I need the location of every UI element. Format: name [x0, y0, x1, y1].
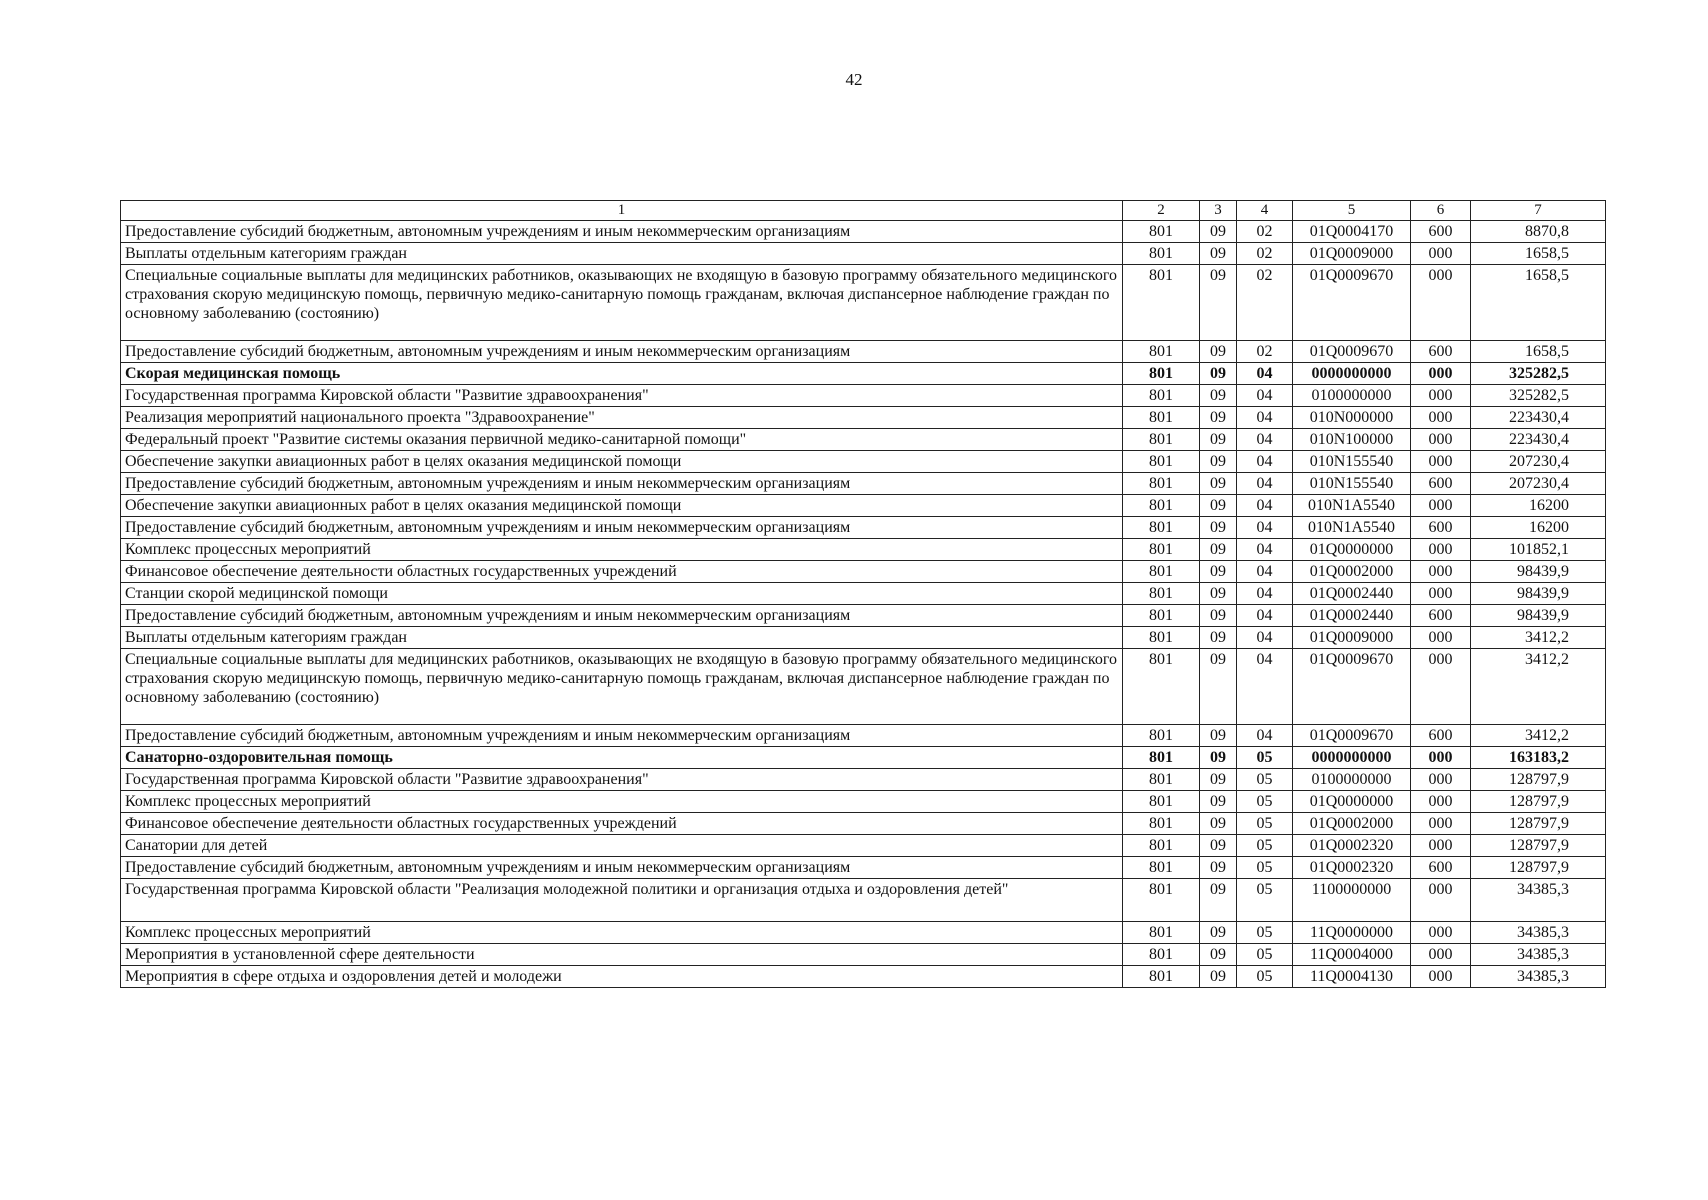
row-name-cell: Федеральный проект "Развитие системы оказания первичной медико-санитарной помощи": [121, 429, 1123, 451]
expense-type-cell: 600: [1411, 221, 1471, 243]
admin-code-cell: 801: [1123, 813, 1200, 835]
admin-code-cell: 801: [1123, 243, 1200, 265]
target-article-cell: 01Q0009000: [1293, 243, 1411, 265]
row-name-cell: Предоставление субсидий бюджетным, автономным учреждениям и иным некоммерческим организациям: [121, 857, 1123, 879]
admin-code-cell: 801: [1123, 221, 1200, 243]
target-article-cell: 0000000000: [1293, 747, 1411, 769]
expense-type-cell: 600: [1411, 605, 1471, 627]
target-article-cell: 0100000000: [1293, 769, 1411, 791]
expense-type-cell: 000: [1411, 835, 1471, 857]
expense-type-cell: 600: [1411, 473, 1471, 495]
header-col-4: 4: [1237, 201, 1293, 221]
expense-type-cell: 000: [1411, 265, 1471, 341]
subsection-cell: 02: [1237, 243, 1293, 265]
admin-code-cell: 801: [1123, 265, 1200, 341]
table-row: [121, 879, 1606, 922]
row-name-cell: Государственная программа Кировской области "Реализация молодежной политики и организация отдыха и оздоровления детей": [121, 879, 1123, 922]
admin-code-cell: 801: [1123, 725, 1200, 747]
amount-cell: 163183,2: [1471, 747, 1606, 769]
admin-code-cell: 801: [1123, 407, 1200, 429]
target-article-cell: 01Q0002000: [1293, 813, 1411, 835]
amount-cell: 1658,5: [1471, 341, 1606, 363]
subsection-cell: 04: [1237, 495, 1293, 517]
target-article-cell: 01Q0009000: [1293, 627, 1411, 649]
table-row: [121, 944, 1606, 966]
section-cell: 09: [1200, 473, 1237, 495]
section-cell: 09: [1200, 791, 1237, 813]
target-article-cell: 0100000000: [1293, 385, 1411, 407]
header-col-2: 2: [1123, 201, 1200, 221]
section-cell: 09: [1200, 747, 1237, 769]
section-cell: 09: [1200, 725, 1237, 747]
row-name-cell: Выплаты отдельным категориям граждан: [121, 627, 1123, 649]
admin-code-cell: 801: [1123, 517, 1200, 539]
amount-cell: 3412,2: [1471, 627, 1606, 649]
amount-cell: 1658,5: [1471, 243, 1606, 265]
table-row: [121, 385, 1606, 407]
target-article-cell: 01Q0002000: [1293, 561, 1411, 583]
expense-type-cell: 000: [1411, 879, 1471, 922]
admin-code-cell: 801: [1123, 605, 1200, 627]
target-article-cell: 11Q0004000: [1293, 944, 1411, 966]
expense-type-cell: 000: [1411, 495, 1471, 517]
row-name-cell: Санаторно-оздоровительная помощь: [121, 747, 1123, 769]
expense-type-cell: 600: [1411, 857, 1471, 879]
row-name-cell: Санатории для детей: [121, 835, 1123, 857]
row-name-cell: Предоставление субсидий бюджетным, автономным учреждениям и иным некоммерческим организациям: [121, 341, 1123, 363]
section-cell: 09: [1200, 922, 1237, 944]
row-name-cell: Специальные социальные выплаты для медицинских работников, оказывающих не входящую в базовую программу обязательного медицинского страхования скорую медицинскую помощь, первичную медико-санитарную помощь гражданам, включая диспансерное наблюдение граждан по основному заболеванию (состоянию): [121, 265, 1123, 341]
admin-code-cell: 801: [1123, 473, 1200, 495]
section-cell: 09: [1200, 879, 1237, 922]
amount-cell: 3412,2: [1471, 725, 1606, 747]
section-cell: 09: [1200, 243, 1237, 265]
row-name-cell: Комплекс процессных мероприятий: [121, 791, 1123, 813]
admin-code-cell: 801: [1123, 451, 1200, 473]
amount-cell: 207230,4: [1471, 473, 1606, 495]
table-row: [121, 922, 1606, 944]
admin-code-cell: 801: [1123, 429, 1200, 451]
subsection-cell: 04: [1237, 605, 1293, 627]
section-cell: 09: [1200, 835, 1237, 857]
table-row: [121, 857, 1606, 879]
amount-cell: 223430,4: [1471, 429, 1606, 451]
row-name-cell: Обеспечение закупки авиационных работ в целях оказания медицинской помощи: [121, 495, 1123, 517]
section-cell: 09: [1200, 561, 1237, 583]
amount-cell: 325282,5: [1471, 363, 1606, 385]
table-row: [121, 791, 1606, 813]
row-name-cell: Финансовое обеспечение деятельности областных государственных учреждений: [121, 813, 1123, 835]
target-article-cell: 010N1A5540: [1293, 517, 1411, 539]
expense-type-cell: 000: [1411, 791, 1471, 813]
budget-table: [120, 200, 1606, 988]
row-name-cell: Предоставление субсидий бюджетным, автономным учреждениям и иным некоммерческим организациям: [121, 221, 1123, 243]
section-cell: 09: [1200, 221, 1237, 243]
table-row: [121, 539, 1606, 561]
admin-code-cell: 801: [1123, 922, 1200, 944]
amount-cell: 34385,3: [1471, 944, 1606, 966]
subsection-cell: 04: [1237, 429, 1293, 451]
section-cell: 09: [1200, 429, 1237, 451]
expense-type-cell: 000: [1411, 429, 1471, 451]
table-row: [121, 473, 1606, 495]
subsection-cell: 05: [1237, 813, 1293, 835]
row-name-cell: Обеспечение закупки авиационных работ в целях оказания медицинской помощи: [121, 451, 1123, 473]
subsection-cell: 04: [1237, 649, 1293, 725]
target-article-cell: 010N000000: [1293, 407, 1411, 429]
table-row: [121, 725, 1606, 747]
amount-cell: 128797,9: [1471, 813, 1606, 835]
section-cell: 09: [1200, 407, 1237, 429]
target-article-cell: 010N1A5540: [1293, 495, 1411, 517]
amount-cell: 207230,4: [1471, 451, 1606, 473]
admin-code-cell: 801: [1123, 385, 1200, 407]
amount-cell: 101852,1: [1471, 539, 1606, 561]
section-cell: 09: [1200, 451, 1237, 473]
header-col-1: 1: [121, 201, 1123, 221]
header-col-5: 5: [1293, 201, 1411, 221]
target-article-cell: 01Q0002440: [1293, 583, 1411, 605]
admin-code-cell: 801: [1123, 944, 1200, 966]
amount-cell: 128797,9: [1471, 835, 1606, 857]
subsection-cell: 05: [1237, 791, 1293, 813]
target-article-cell: 1100000000: [1293, 879, 1411, 922]
admin-code-cell: 801: [1123, 341, 1200, 363]
row-name-cell: Мероприятия в установленной сфере деятельности: [121, 944, 1123, 966]
admin-code-cell: 801: [1123, 879, 1200, 922]
row-name-cell: Станции скорой медицинской помощи: [121, 583, 1123, 605]
amount-cell: 16200: [1471, 517, 1606, 539]
section-cell: 09: [1200, 649, 1237, 725]
expense-type-cell: 000: [1411, 627, 1471, 649]
table-row: [121, 495, 1606, 517]
target-article-cell: 01Q0000000: [1293, 791, 1411, 813]
table-row: [121, 517, 1606, 539]
admin-code-cell: 801: [1123, 791, 1200, 813]
expense-type-cell: 000: [1411, 363, 1471, 385]
target-article-cell: 010N155540: [1293, 473, 1411, 495]
table-header-row: [121, 201, 1606, 221]
amount-cell: 98439,9: [1471, 605, 1606, 627]
amount-cell: 223430,4: [1471, 407, 1606, 429]
subsection-cell: 04: [1237, 561, 1293, 583]
subsection-cell: 05: [1237, 922, 1293, 944]
table-row: [121, 363, 1606, 385]
target-article-cell: 01Q0000000: [1293, 539, 1411, 561]
section-cell: 09: [1200, 539, 1237, 561]
subsection-cell: 04: [1237, 473, 1293, 495]
subsection-cell: 05: [1237, 966, 1293, 988]
amount-cell: 128797,9: [1471, 857, 1606, 879]
table-row: [121, 243, 1606, 265]
expense-type-cell: 000: [1411, 769, 1471, 791]
expense-type-cell: 000: [1411, 561, 1471, 583]
header-col-6: 6: [1411, 201, 1471, 221]
section-cell: 09: [1200, 944, 1237, 966]
table-row: [121, 769, 1606, 791]
table-row: [121, 265, 1606, 341]
amount-cell: 3412,2: [1471, 649, 1606, 725]
target-article-cell: 01Q0002320: [1293, 857, 1411, 879]
page-number: 42: [845, 70, 863, 89]
expense-type-cell: 000: [1411, 966, 1471, 988]
section-cell: 09: [1200, 857, 1237, 879]
subsection-cell: 02: [1237, 341, 1293, 363]
admin-code-cell: 801: [1123, 363, 1200, 385]
table-row: [121, 966, 1606, 988]
table-row: [121, 451, 1606, 473]
subsection-cell: 04: [1237, 407, 1293, 429]
admin-code-cell: 801: [1123, 495, 1200, 517]
section-cell: 09: [1200, 583, 1237, 605]
amount-cell: 1658,5: [1471, 265, 1606, 341]
admin-code-cell: 801: [1123, 561, 1200, 583]
row-name-cell: Предоставление субсидий бюджетным, автономным учреждениям и иным некоммерческим организациям: [121, 605, 1123, 627]
table-row: [121, 407, 1606, 429]
subsection-cell: 04: [1237, 583, 1293, 605]
row-name-cell: Предоставление субсидий бюджетным, автономным учреждениям и иным некоммерческим организациям: [121, 473, 1123, 495]
target-article-cell: 01Q0009670: [1293, 649, 1411, 725]
row-name-cell: Специальные социальные выплаты для медицинских работников, оказывающих не входящую в базовую программу обязательного медицинского страхования скорую медицинскую помощь, первичную медико-санитарную помощь гражданам, включая диспансерное наблюдение граждан по основному заболеванию (состоянию): [121, 649, 1123, 725]
row-name-cell: Мероприятия в сфере отдыха и оздоровления детей и молодежи: [121, 966, 1123, 988]
section-cell: 09: [1200, 265, 1237, 341]
subsection-cell: 04: [1237, 517, 1293, 539]
amount-cell: 98439,9: [1471, 561, 1606, 583]
section-cell: 09: [1200, 813, 1237, 835]
subsection-cell: 04: [1237, 363, 1293, 385]
target-article-cell: 01Q0009670: [1293, 341, 1411, 363]
target-article-cell: 010N100000: [1293, 429, 1411, 451]
subsection-cell: 05: [1237, 747, 1293, 769]
amount-cell: 34385,3: [1471, 879, 1606, 922]
subsection-cell: 04: [1237, 539, 1293, 561]
admin-code-cell: 801: [1123, 627, 1200, 649]
expense-type-cell: 000: [1411, 407, 1471, 429]
subsection-cell: 04: [1237, 385, 1293, 407]
section-cell: 09: [1200, 605, 1237, 627]
target-article-cell: 01Q0004170: [1293, 221, 1411, 243]
target-article-cell: 01Q0002440: [1293, 605, 1411, 627]
table-row: [121, 649, 1606, 725]
subsection-cell: 04: [1237, 627, 1293, 649]
expense-type-cell: 000: [1411, 385, 1471, 407]
expense-type-cell: 000: [1411, 922, 1471, 944]
table-row: [121, 429, 1606, 451]
section-cell: 09: [1200, 385, 1237, 407]
expense-type-cell: 000: [1411, 451, 1471, 473]
expense-type-cell: 000: [1411, 539, 1471, 561]
table-row: [121, 221, 1606, 243]
amount-cell: 325282,5: [1471, 385, 1606, 407]
admin-code-cell: 801: [1123, 966, 1200, 988]
subsection-cell: 04: [1237, 451, 1293, 473]
section-cell: 09: [1200, 341, 1237, 363]
header-col-3: 3: [1200, 201, 1237, 221]
table-row: [121, 835, 1606, 857]
table-row: [121, 583, 1606, 605]
table-row: [121, 341, 1606, 363]
amount-cell: 128797,9: [1471, 791, 1606, 813]
table-row: [121, 627, 1606, 649]
row-name-cell: Реализация мероприятий национального проекта "Здравоохранение": [121, 407, 1123, 429]
amount-cell: 16200: [1471, 495, 1606, 517]
table-row: [121, 605, 1606, 627]
row-name-cell: Государственная программа Кировской области "Развитие здравоохранения": [121, 769, 1123, 791]
expense-type-cell: 000: [1411, 944, 1471, 966]
expense-type-cell: 600: [1411, 341, 1471, 363]
target-article-cell: 0000000000: [1293, 363, 1411, 385]
expense-type-cell: 000: [1411, 243, 1471, 265]
row-name-cell: Финансовое обеспечение деятельности областных государственных учреждений: [121, 561, 1123, 583]
table-row: [121, 813, 1606, 835]
admin-code-cell: 801: [1123, 769, 1200, 791]
section-cell: 09: [1200, 495, 1237, 517]
row-name-cell: Предоставление субсидий бюджетным, автономным учреждениям и иным некоммерческим организациям: [121, 725, 1123, 747]
section-cell: 09: [1200, 363, 1237, 385]
subsection-cell: 05: [1237, 835, 1293, 857]
amount-cell: 98439,9: [1471, 583, 1606, 605]
target-article-cell: 11Q0004130: [1293, 966, 1411, 988]
section-cell: 09: [1200, 627, 1237, 649]
row-name-cell: Предоставление субсидий бюджетным, автономным учреждениям и иным некоммерческим организациям: [121, 517, 1123, 539]
expense-type-cell: 600: [1411, 517, 1471, 539]
row-name-cell: Выплаты отдельным категориям граждан: [121, 243, 1123, 265]
admin-code-cell: 801: [1123, 539, 1200, 561]
amount-cell: 34385,3: [1471, 966, 1606, 988]
section-cell: 09: [1200, 769, 1237, 791]
subsection-cell: 05: [1237, 769, 1293, 791]
expense-type-cell: 000: [1411, 649, 1471, 725]
row-name-cell: Государственная программа Кировской области "Развитие здравоохранения": [121, 385, 1123, 407]
subsection-cell: 05: [1237, 944, 1293, 966]
amount-cell: 8870,8: [1471, 221, 1606, 243]
subsection-cell: 04: [1237, 725, 1293, 747]
admin-code-cell: 801: [1123, 649, 1200, 725]
subsection-cell: 02: [1237, 265, 1293, 341]
expense-type-cell: 000: [1411, 583, 1471, 605]
expense-type-cell: 600: [1411, 725, 1471, 747]
amount-cell: 128797,9: [1471, 769, 1606, 791]
target-article-cell: 01Q0002320: [1293, 835, 1411, 857]
target-article-cell: 01Q0009670: [1293, 265, 1411, 341]
admin-code-cell: 801: [1123, 583, 1200, 605]
expense-type-cell: 000: [1411, 747, 1471, 769]
table-row: [121, 561, 1606, 583]
row-name-cell: Комплекс процессных мероприятий: [121, 539, 1123, 561]
row-name-cell: Комплекс процессных мероприятий: [121, 922, 1123, 944]
target-article-cell: 11Q0000000: [1293, 922, 1411, 944]
admin-code-cell: 801: [1123, 857, 1200, 879]
subsection-cell: 05: [1237, 857, 1293, 879]
target-article-cell: 010N155540: [1293, 451, 1411, 473]
subsection-cell: 02: [1237, 221, 1293, 243]
header-col-7: 7: [1471, 201, 1606, 221]
target-article-cell: 01Q0009670: [1293, 725, 1411, 747]
section-cell: 09: [1200, 517, 1237, 539]
row-name-cell: Скорая медицинская помощь: [121, 363, 1123, 385]
subsection-cell: 05: [1237, 879, 1293, 922]
section-cell: 09: [1200, 966, 1237, 988]
admin-code-cell: 801: [1123, 747, 1200, 769]
admin-code-cell: 801: [1123, 835, 1200, 857]
table-row: [121, 747, 1606, 769]
expense-type-cell: 000: [1411, 813, 1471, 835]
amount-cell: 34385,3: [1471, 922, 1606, 944]
